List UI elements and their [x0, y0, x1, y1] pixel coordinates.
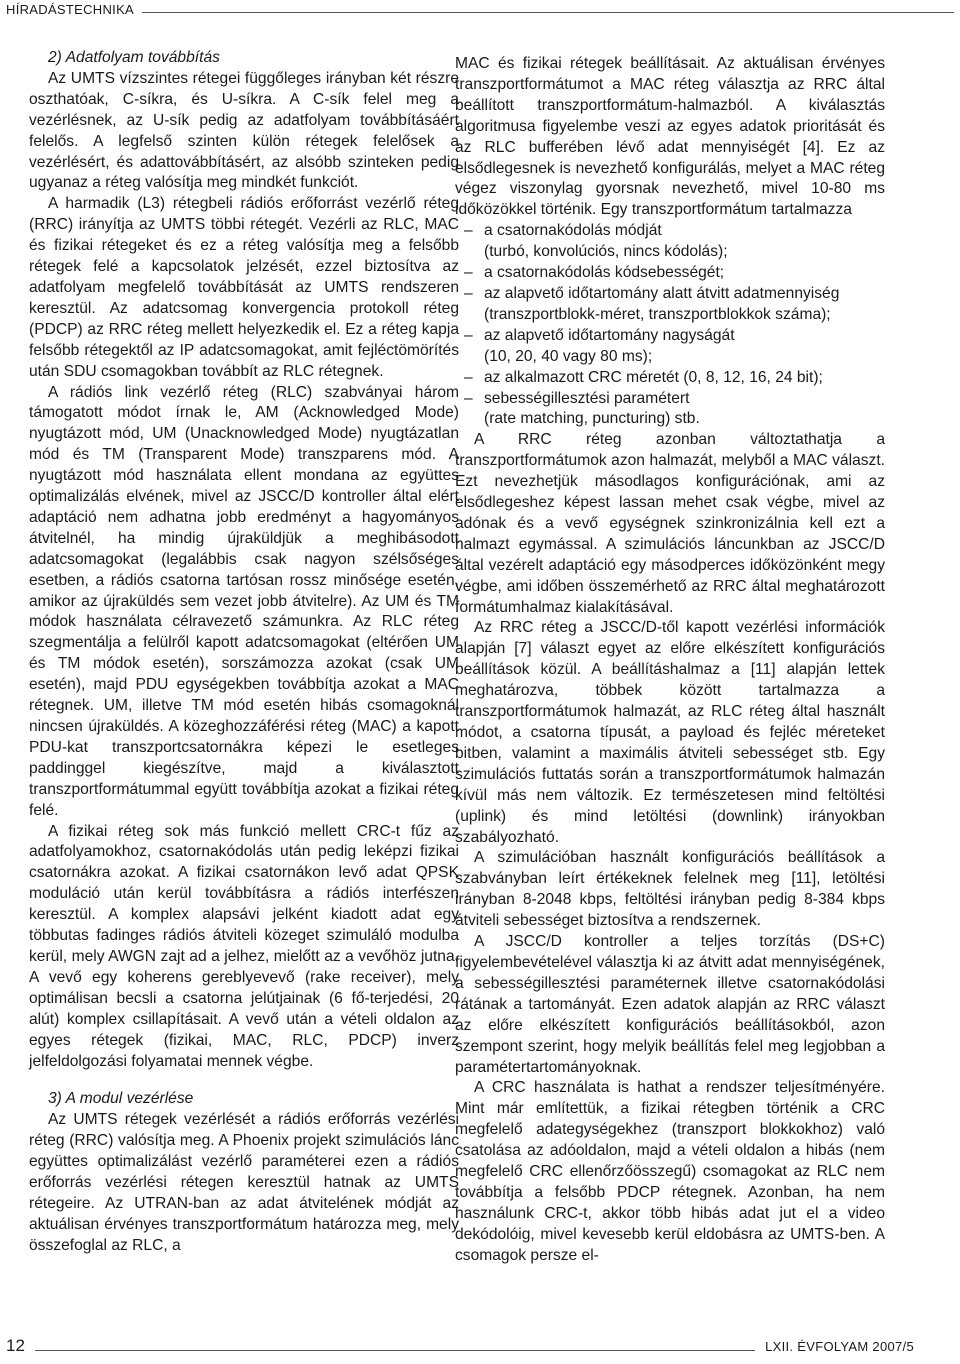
list-item-text: a csatornakódolás módját — [484, 222, 662, 240]
dash-marker: – — [464, 264, 473, 282]
list-item-text: az alapvető időtartomány alatt átvitt adatmennyiség — [484, 284, 840, 302]
left-column — [29, 48, 459, 1257]
dash-marker: – — [464, 326, 473, 344]
page-footer — [6, 1336, 914, 1356]
dash-marker: – — [464, 284, 473, 302]
paragraph: A harmadik (L3) rétegbeli rádiós erőforrást vezérlő réteg (RRC) irányítja az UMTS többi rétegét. Vezérli az RLC, MAC és fizikai rétegeket és ez a réteg valósítja meg a felsőbb rétegek felé a kapcsolatok jelzését, ezzel biztosítva az adatfolyam megfelelő továbbítását az UMTS rendszeren keresztül. Az adatcsomag konvergencia protokoll réteg (PDCP) az RRC réteg mellett helyezkedik el. Ez a réteg kapja felsőbb rétegektől az IP adatcsomagokat, amit fejléctömörítés után SDU csomagokban továbbít az RLC rétegnek. — [29, 195, 459, 380]
paragraph: Az UMTS vízszintes rétegei függőleges irányban két részre oszthatóak, C-síkra, és U-síkra. A C-sík felel meg a vezérlésnek, az U-sík pedig az adatfolyam továbbításáért felelős. A legfelső szinten külön rétegek felelősek a vezérlésért, és adattovábbításért, az alsóbb szinteken pedig ugyanaz a réteg valósítja meg mindkét funkciót. — [29, 69, 459, 192]
paragraph: Az RRC réteg a JSCC/D-től kapott vezérlési információk alapján [7] választ egyet az előre elkészített konfigurációs beállítások közül. A beállításhalmaz a [11] alapján lettek meghatározva, többek között tartalmazza a transzportformátumok halmazát, az RLC réteg által használt módot, a csatorna típusát, a payload és fejléc méreteket bitben, valamint a maximális átviteli sebességet stb. Egy szimulációs futtatás során a transzportformátumok halmazán kívül más nem változik. Ez természetesen mind feltöltési (uplink) és mind letöltési (downlink) irányokban szabályozható. — [455, 619, 885, 846]
paragraph: A rádiós link vezérlő réteg (RLC) szabványai három támogatott módot írnak le, AM (Acknowledged Mode) nyugtázott mód, UM (Unacknowledged Mode) nyugtázatlan mód és TM (Transparent Mode) transzparens mód. A nyugtázott mód használata ellent mondana az együttes optimalizálás elvének, mivel az JSCC/D kontroller által elért adaptáció nem adhatna jobb eredményt a hagyományos átvitelnél, ha mindig újraküldjük a meghibásodott adatcsomagokat (legalábbis csak nagyon szélsőséges esetben, a rádiós csatorna tartósan rossz minősége esetén, amikor az újraküldés sem vezet jobb átvitelre). Az UM és TM módok használata célravezető számunkra. Az RLC réteg szegmentálja a felülről kapott adatcsomagokat (eltérően UM és TM módok esetén), sorszámozza azokat (csak UM esetén), majd PDU egységekben továbbítja azokat a MAC rétegnek. UM, illetve TM mód esetén hibás csomagoknál nincsen újraküldés. A közeghozzáférési réteg (MAC) a kapott PDU-kat transzportcsatornákra képezi le esetleges paddinggel kiegészítve, majd a kiválasztott transzportformátummal együtt továbbítja azokat a fizikai réteg felé. — [29, 383, 459, 819]
paragraph: Az UMTS rétegek vezérlését a rádiós erőforrás vezérlési réteg (RRC) valósítja meg. A Phoenix projekt szimulációs lánc együttes optimalizálást vezérlő paraméterei ezen a rádiós erőforrás vezérlési rétegen keresztül hatnak az UMTS rétegeire. Az UTRAN-ban az adat átvitelének módját az aktuálisan érvényes transzportformátum határozza meg, mely összefoglal az RLC, a — [29, 1111, 459, 1254]
paragraph: A RRC réteg azonban változtathatja a transzportformátumok azon halmazát, melyből a MAC választ. Ezt nevezhetjük másodlagos konfigurációnak, ami az elsődlegeshez képest lassan mehet csak végbe, mivel az adónak és a vevő egységnek szinkronizálnia kell ezt a halmazt egymással. A szimulációs láncunkban az JSCC/D által vezérelt adaptáció egy másodperces időközönként megy végbe, ami időben összemérhető az RRC által meghatározott formátumhalmaz kialakításával. — [455, 431, 885, 616]
list-item-text: sebességillesztési paramétert — [484, 389, 690, 407]
section-title: 2) Adatfolyam továbbítás — [48, 49, 220, 66]
list-item — [455, 221, 885, 263]
paragraph: A JSCC/D kontroller a teljes torzítás (DS+C) figyelembevételével választja ki az átvitt adat mennyiségének, a sebességillesztési paraméternek illetve csatornakódolási rátának a tartományát. Ezen adatok alapján az RRC választ az előre elkészített konfigurációs beállításokból, azon szempont szerint, hogy melyik beállítás felel meg legjobban a paramétertartományoknak. — [455, 933, 885, 1076]
header-rule — [142, 12, 954, 13]
footer-rule — [35, 1350, 755, 1351]
paragraph: A szimulációban használt konfigurációs beállítások a szabványban leírt értékeknek felelnek meg [11], letöltési irányban 8-2048 kbps, feltöltési irányban pedig 8-384 kbps átviteli sebességet biztosítva a rendszernek. — [455, 849, 885, 930]
paragraph: A CRC használata is hathat a rendszer teljesítményére. Mint már említettük, a fizikai rétegben történik a CRC megfelelő adategységekhez (transzport blokkokhoz) való csatolása az adóoldalon, majd a vételi oldalon a hibás (nem megfelelő CRC ellenőrzőösszegű) csomagokat az RLC nem továbbítja a felsőbb PDCP rétegnek. Azonban, ha nem használunk CRC-t, akkor több hibás adat jut el a video dekódolóig, mivel kevesebb kerül eldobásra az UMTS-ben. A csomagok persze el- — [455, 1079, 885, 1264]
running-head — [6, 2, 954, 17]
bullet-list — [455, 221, 885, 430]
list-item — [455, 368, 885, 389]
paragraph: MAC és fizikai rétegek beállításait. Az aktuálisan érvényes transzportformátumot a MAC réteg választja az RRC által beállított transzportformátum-halmazból. A kiválasztás algoritmusa figyelembe veszi az egyes adatok prioritását és az RLC bufferében lévő adat mennyiségét [4]. Ez az elsődlegesnek is nevezhető konfigurálás, melyet a MAC réteg végez viszonylag gyorsnak nevezhető, mivel 10-80 ms időközökkel történik. Egy transzportformátum tartalmazza — [455, 55, 885, 219]
list-item — [455, 389, 885, 431]
list-item-text: a csatornakódolás kódsebességét; — [484, 264, 725, 282]
right-column — [455, 54, 885, 1267]
page-number: 12 — [6, 1336, 25, 1355]
list-item-detail: (10, 20, 40 vagy 80 ms); — [484, 347, 653, 365]
section-title: 3) A modul vezérlése — [48, 1090, 194, 1108]
list-item — [455, 263, 885, 284]
journal-title: HÍRADÁSTECHNIKA — [6, 2, 135, 17]
dash-marker: – — [464, 389, 473, 407]
dash-marker: – — [464, 368, 473, 386]
list-item-detail: (turbó, konvolúciós, nincs kódolás); — [484, 243, 728, 261]
issue-label: LXII. ÉVFOLYAM 2007/5 — [765, 1338, 914, 1354]
list-item — [455, 326, 885, 368]
dash-marker: – — [464, 222, 473, 240]
list-item — [455, 284, 885, 326]
list-item-text: az alkalmazott CRC méretét (0, 8, 12, 16, 24 bit); — [484, 368, 823, 386]
list-item-detail: (rate matching, puncturing) stb. — [484, 410, 700, 428]
list-item-text: az alapvető időtartomány nagyságát — [484, 326, 735, 344]
paragraph: A fizikai réteg sok más funkció mellett CRC-t fűz az adatfolyamokhoz, csatornakódolás után pedig leképzi fizikai csatornákra azokat. A fizikai csatornákon levő adat QPSK moduláció után kerül továbbításra a rádiós interfészen keresztül. A komplex alapsávi jelként kiadott adat egy többutas fadinges rádiós átviteli közeget szimuláló modulba kerül, mely AWGN zajt ad a jelhez, mielőtt az a vevőhöz jutna. A vevő egy koherens gereblyevevő (rake receiver), mely optimálisan becsli a csatorna jelútjainak (6 fő-terjedési, 20 alút) komplex csillapításait. A vevő után a vételi oldalon az egyes rétegek (fizikai, MAC, RLC, PDCP) inverz jelfeldolgozási folyamatai mennek végbe. — [29, 822, 459, 1070]
list-item-detail: (transzportblokk-méret, transzportblokkok száma); — [484, 305, 831, 323]
